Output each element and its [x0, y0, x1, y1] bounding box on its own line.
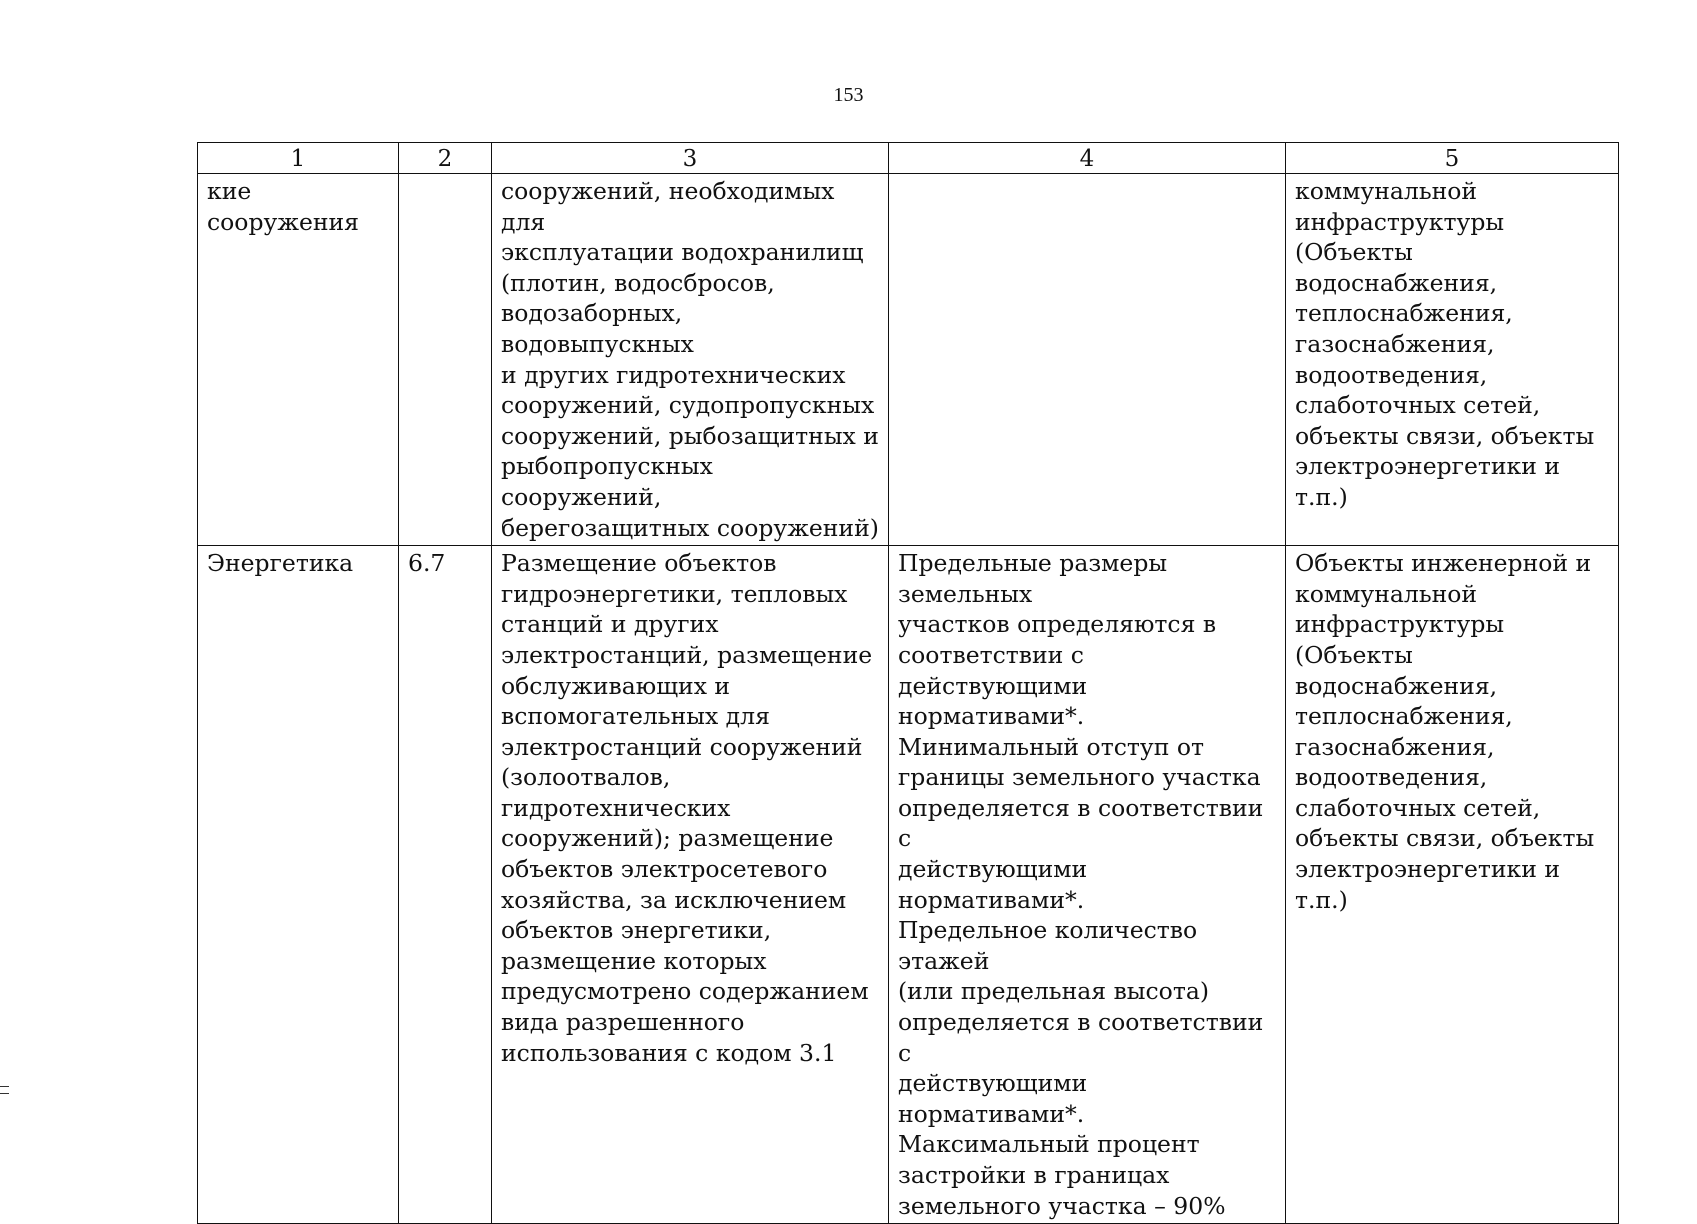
column-header-3: 3: [492, 143, 889, 174]
table-row: [198, 546, 1619, 1224]
infrastructure-cell: Объекты инженерной и коммунальной инфраструктуры (Объекты водоснабжения, теплоснабжения, газоснабжения, водоотведения, слаботочных сетей, объекты связи, объекты электроэнергетики и т.п.): [1286, 546, 1619, 1224]
document-table: [197, 142, 1619, 1224]
use-description-cell: Размещение объектов гидроэнергетики, тепловых станций и других электростанций, размещение обслуживающих и вспомогательных для электростанций сооружений (золоотвалов, гидротехнических сооружений); размещение объектов электросетевого хозяйства, за исключением объектов энергетики, размещение которых предусмотрено содержанием вида разрешенного использования с кодом 3.1: [492, 546, 889, 1224]
page-number: 153: [833, 84, 864, 106]
table-row: [198, 174, 1619, 546]
use-type-name-cell: Энергетика: [198, 546, 399, 1224]
infrastructure-cell: коммунальной инфраструктуры (Объекты водоснабжения, теплоснабжения, газоснабжения, водоотведения, слаботочных сетей, объекты связи, объекты электроэнергетики и т.п.): [1286, 174, 1619, 546]
table-header-row: [198, 143, 1619, 174]
use-type-name-cell: кие сооружения: [198, 174, 399, 546]
use-description-cell: сооружений, необходимых для эксплуатации водохранилищ (плотин, водосбросов, водозаборных, водовыпускных и других гидротехнических сооружений, судопропускных сооружений, рыбозащитных и рыбопропускных сооружений, берегозащитных сооружений): [492, 174, 889, 546]
use-code-cell: [399, 174, 492, 546]
column-header-5: 5: [1286, 143, 1619, 174]
scan-margin-mark: [0, 1086, 9, 1094]
column-header-2: 2: [399, 143, 492, 174]
parameters-cell: Предельные размеры земельных участков определяются в соответствии с действующими нормативами*. Минимальный отступ от границы земельного участка определяется в соответствии с действующими нормативами*. Предельное количество этажей (или предельная высота) определяется в соответствии с действующими нормативами*. Максимальный процент застройки в границах земельного участка – 90%: [889, 546, 1286, 1224]
column-header-1: 1: [198, 143, 399, 174]
use-code-cell: 6.7: [399, 546, 492, 1224]
parameters-cell: [889, 174, 1286, 546]
column-header-4: 4: [889, 143, 1286, 174]
